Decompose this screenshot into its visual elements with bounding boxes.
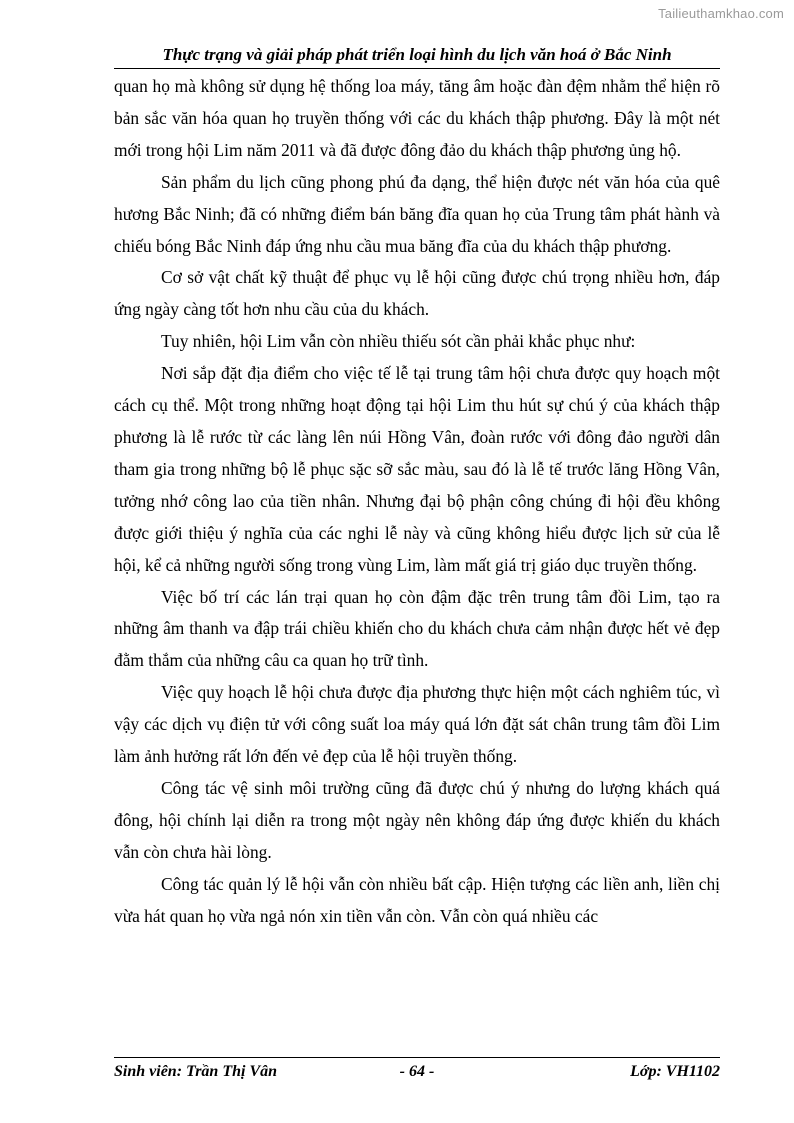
page-number: - 64 - — [399, 1063, 435, 1080]
paragraph: Sản phẩm du lịch cũng phong phú đa dạng, thể hiện được nét văn hóa của quê hương Bắc Ninh; đã có những điểm bán băng đĩa quan họ của Trung tâm phát hành và chiếu bóng Bắc Ninh đáp ứng nhu cầu mua băng đĩa của du khách thập phương. — [114, 171, 720, 256]
footer-student: Sinh viên: Trần Thị Vân — [114, 1063, 278, 1080]
paragraph: Tuy nhiên, hội Lim vẫn còn nhiều thiếu sót cần phải khắc phục như: — [161, 331, 636, 352]
paragraph: quan họ mà không sử dụng hệ thống loa máy, tăng âm hoặc đàn đệm nhằm thể hiện rõ bản sắc văn hóa quan họ truyền thống với các du khách thập phương. Đây là một nét mới trong hội Lim năm 2011 và đã được đông đảo du khách thập phương ủng hộ. — [114, 76, 720, 160]
header-divider — [114, 68, 720, 69]
footer-class: Lớp: VH1102 — [630, 1063, 720, 1080]
watermark-text: Tailieuthamkhao.com — [658, 6, 784, 21]
paragraph: Nơi sắp đặt địa điểm cho việc tế lễ tại trung tâm hội chưa được quy hoạch một cách cụ thể. Một trong những hoạt động tại hội Lim thu hút sự chú ý của khách thập phương là lễ rước từ các làng lên núi Hồng Vân, đoàn rước với đông đảo người dân tham gia trong những bộ lễ phục sặc sỡ sắc màu, sau đó là lễ tế trước lăng Hồng Vân, tưởng nhớ công lao của tiền nhân. Nhưng đại bộ phận công chúng đi hội đều không được giới thiệu ý nghĩa của các nghi lễ này và cũng không hiểu được lịch sử của lễ hội, kể cả những người sống trong vùng Lim, làm mất giá trị giáo dục truyền thống. — [114, 363, 720, 575]
paragraph: Công tác quản lý lễ hội vẫn còn nhiều bất cập. Hiện tượng các liền anh, liền chị vừa hát quan họ vừa ngả nón xin tiền vẫn còn. Vẫn còn quá nhiều các — [114, 873, 720, 926]
paragraph: Việc quy hoạch lễ hội chưa được địa phương thực hiện một cách nghiêm túc, vì vậy các dịch vụ điện tử với công suất loa máy quá lớn đặt sát chân trung tâm đồi Lim làm ảnh hưởng rất lớn đến vẻ đẹp của lễ hội truyền thống. — [114, 682, 720, 767]
running-header-title: Thực trạng và giải pháp phát triển loại hình du lịch văn hoá ở Bắc Ninh — [162, 45, 672, 64]
footer-divider — [114, 1057, 720, 1058]
paragraph: Công tác vệ sinh môi trường cũng đã được chú ý nhưng do lượng khách quá đông, hội chính lại diễn ra trong một ngày nên không đáp ứng được khiến du khách vẫn còn chưa hài lòng. — [114, 777, 720, 862]
paragraph: Cơ sở vật chất kỹ thuật để phục vụ lễ hội cũng được chú trọng nhiều hơn, đáp ứng ngày càng tốt hơn nhu cầu của du khách. — [114, 267, 720, 320]
page-footer — [114, 1060, 720, 1084]
paragraph: Việc bố trí các lán trại quan họ còn đậm đặc trên trung tâm đồi Lim, tạo ra những âm thanh va đập trái chiều khiến cho du khách chưa cảm nhận được hết vẻ đẹp đằm thắm của những câu ca quan họ trữ tình. — [114, 586, 720, 671]
document-body — [114, 71, 720, 932]
